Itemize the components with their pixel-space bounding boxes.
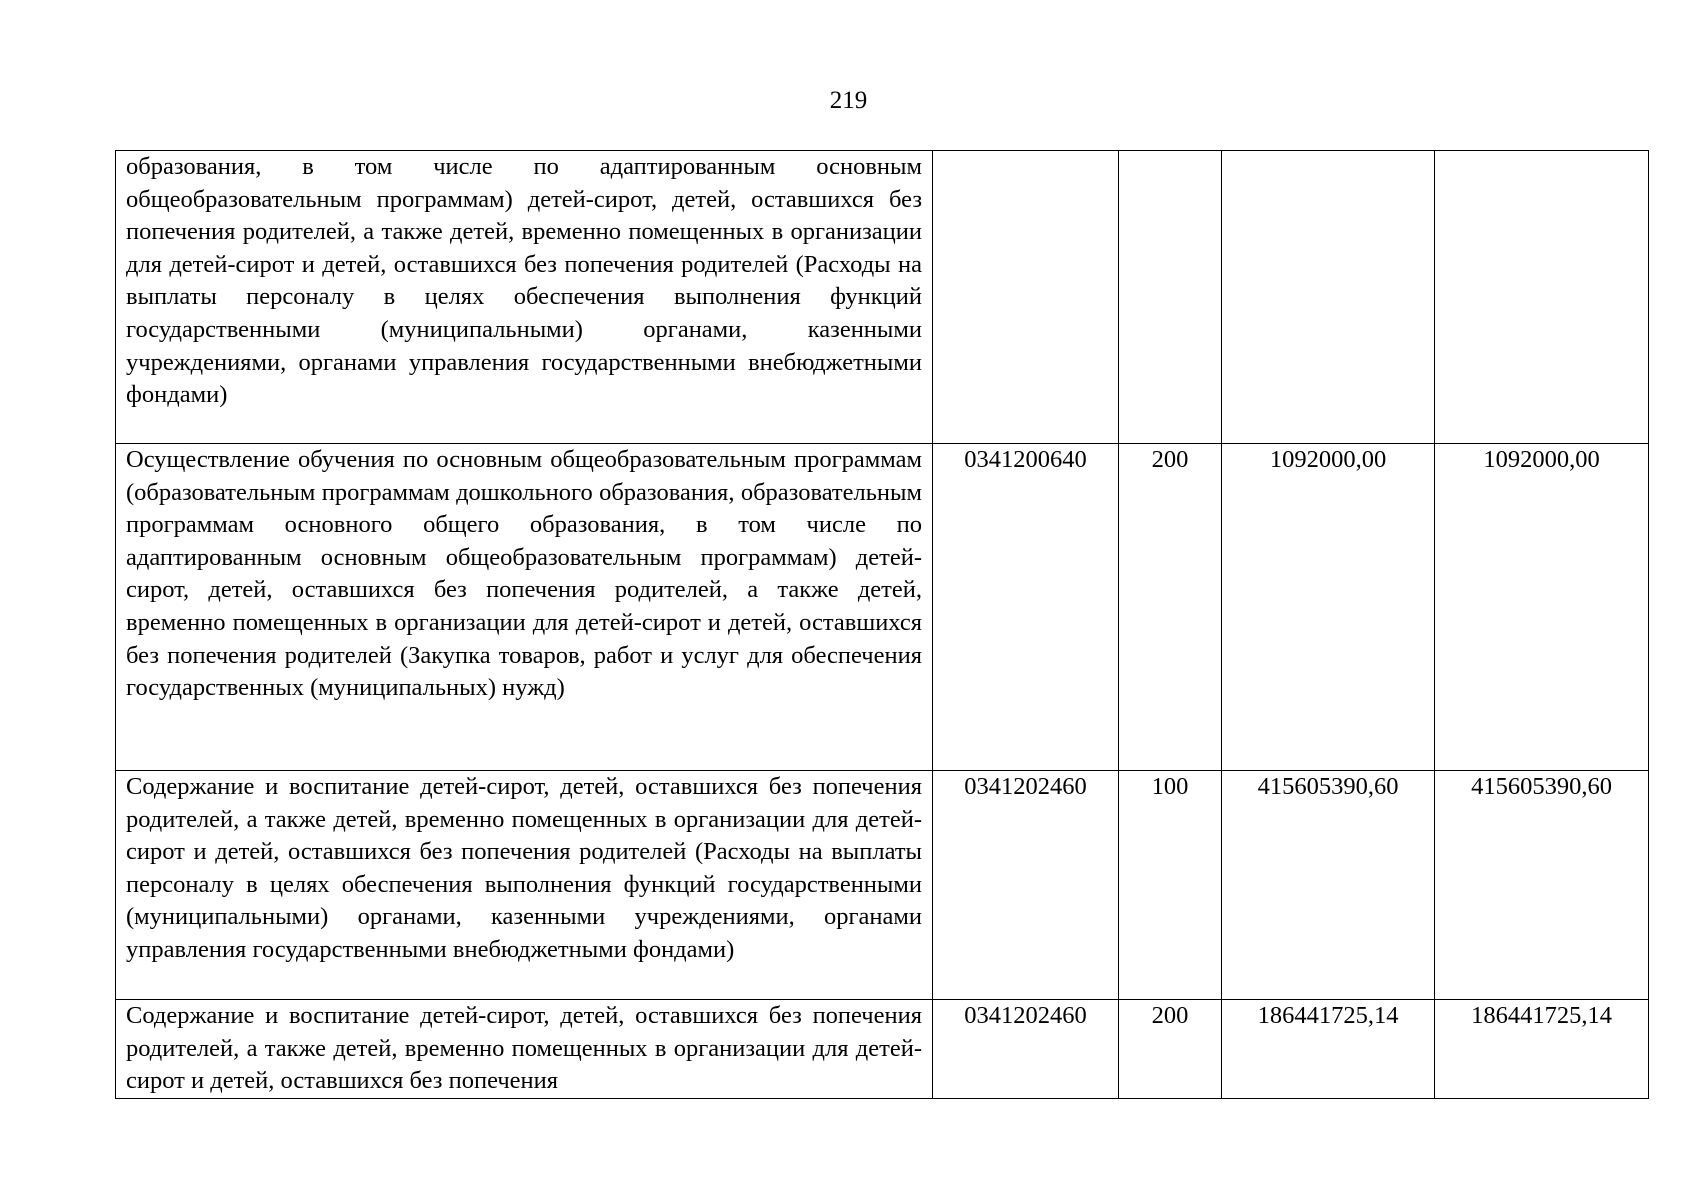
row-sum-2-cell: 1092000,00 bbox=[1435, 444, 1649, 771]
row-code-cell: 0341202460 bbox=[933, 771, 1119, 1000]
table-row bbox=[116, 771, 1649, 1000]
row-name-cell: образования, в том числе по адаптированным основным общеобразовательным программам) детей-сирот, детей, оставшихся без попечения родителей, а также детей, временно помещенных в организации для детей-сирот и детей, оставшихся без попечения родителей (Расходы на выплаты персоналу в целях обеспечения выполнения функций государственными (муниципальными) органами, казенными учреждениями, органами управления государственными внебюджетными фондами) bbox=[116, 151, 933, 444]
row-sum-2-cell: 415605390,60 bbox=[1435, 771, 1649, 1000]
row-code-cell: 0341202460 bbox=[933, 1000, 1119, 1099]
row-expense-type-cell bbox=[1119, 151, 1222, 444]
table-row bbox=[116, 1000, 1649, 1099]
row-name-cell: Осуществление обучения по основным общеобразовательным программам (образовательным программам дошкольного образования, образовательным программам основного общего образования, в том числе по адаптированным основным общеобразовательным программам) детей-сирот, детей, оставшихся без попечения родителей, а также детей, временно помещенных в организации для детей-сирот и детей, оставшихся без попечения родителей (Закупка товаров, работ и услуг для обеспечения государственных (муниципальных) нужд) bbox=[116, 444, 933, 771]
row-sum-1-cell: 1092000,00 bbox=[1222, 444, 1435, 771]
page-number: 219 bbox=[829, 87, 868, 114]
row-name-cell: Содержание и воспитание детей-сирот, детей, оставшихся без попечения родителей, а также детей, временно помещенных в организации для детей-сирот и детей, оставшихся без попечения родителей (Расходы на выплаты персоналу в целях обеспечения выполнения функций государственными (муниципальными) органами, казенными учреждениями, органами управления государственными внебюджетными фондами) bbox=[116, 771, 933, 1000]
row-expense-type-cell: 100 bbox=[1119, 771, 1222, 1000]
row-sum-2-cell: 186441725,14 bbox=[1435, 1000, 1649, 1099]
table-row bbox=[116, 444, 1649, 771]
row-code-cell: 0341200640 bbox=[933, 444, 1119, 771]
table-row bbox=[116, 151, 1649, 444]
row-sum-1-cell: 186441725,14 bbox=[1222, 1000, 1435, 1099]
row-sum-2-cell bbox=[1435, 151, 1649, 444]
row-name-cell bbox=[116, 1000, 933, 1099]
row-expense-type-cell: 200 bbox=[1119, 1000, 1222, 1099]
row-expense-type-cell: 200 bbox=[1119, 444, 1222, 771]
row-sum-1-cell bbox=[1222, 151, 1435, 444]
row-code-cell bbox=[933, 151, 1119, 444]
row-name-text: Содержание и воспитание детей-сирот, детей, оставшихся без попечения родителей, а также детей, временно помещенных в организации для детей-сирот и детей, оставшихся без попечения bbox=[126, 1002, 922, 1095]
budget-table bbox=[115, 150, 1649, 1099]
row-sum-1-cell: 415605390,60 bbox=[1222, 771, 1435, 1000]
